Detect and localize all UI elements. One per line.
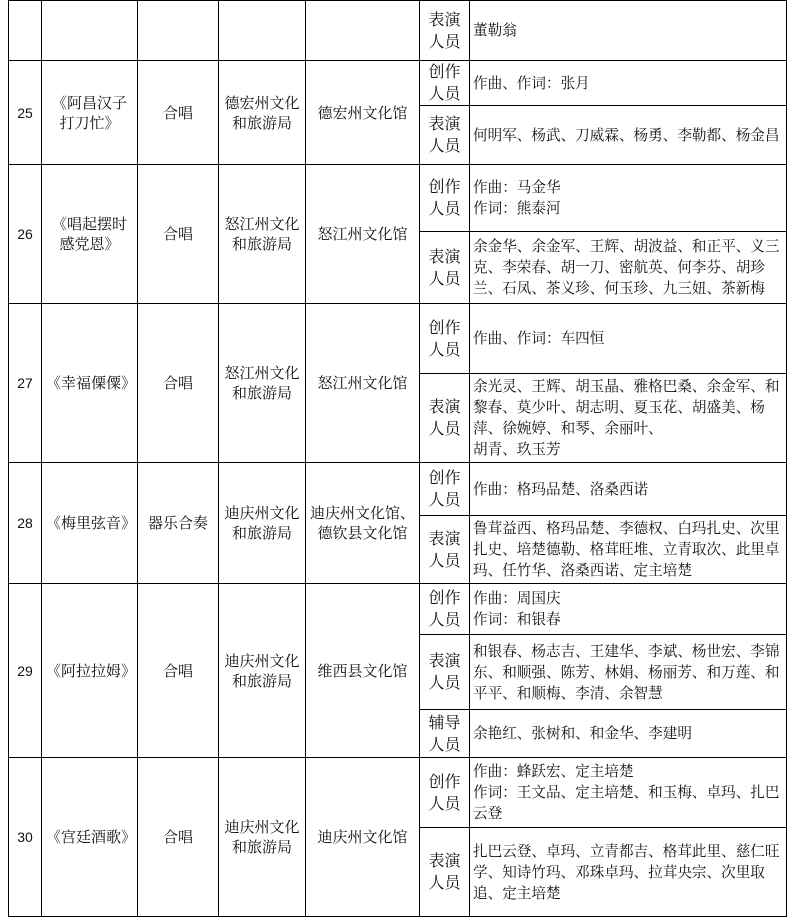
personnel-line: 作曲、作词：张月 <box>473 74 590 92</box>
entry-number: 27 <box>9 304 42 463</box>
personnel-line: 余艳红、张树和、和金华、李建明 <box>473 725 692 742</box>
personnel-line: 董勒翁 <box>473 22 517 39</box>
recommending-bureau: 迪庆州文化和旅游局 <box>219 463 306 584</box>
personnel-line: 作曲：周国庆 <box>473 590 561 607</box>
personnel-list <box>470 516 787 584</box>
role-label: 表演人员 <box>420 635 470 710</box>
personnel-line: 作词：和银春 <box>473 611 561 628</box>
role-label: 表演人员 <box>420 828 470 917</box>
performance-form: 合唱 <box>138 758 219 917</box>
personnel-line: 余金华、余金军、王辉、胡波益、和正平、义三克、李荣春、胡一刀、密航英、何李芬、胡珍兰、石凤、茶义珍、何玉珍、九三妞、茶新梅 <box>473 238 780 297</box>
table-row <box>9 758 787 828</box>
personnel-line: 余光灵、王辉、胡玉晶、雅格巴桑、余金军、和黎春、莫少叶、胡志明、夏玉花、胡盛美、杨萍、徐婉婷、和琴、余丽叶、 <box>473 378 780 437</box>
personnel-line: 胡青、玖玉芳 <box>473 441 561 458</box>
role-label: 辅导人员 <box>420 710 470 758</box>
performance-form: 合唱 <box>138 584 219 758</box>
performance-form: 器乐合奏 <box>138 463 219 584</box>
performing-unit: 怒江州文化馆 <box>306 304 420 463</box>
personnel-list <box>470 758 787 828</box>
performing-unit: 迪庆州文化馆 <box>306 758 420 917</box>
table-row <box>9 61 787 106</box>
role-label: 创作人员 <box>420 165 470 232</box>
entry-number: 29 <box>9 584 42 758</box>
work-title: 《阿昌汉子打刀忙》 <box>42 61 138 165</box>
role-label: 表演人员 <box>420 232 470 304</box>
personnel-list <box>470 232 787 304</box>
recommending-bureau: 迪庆州文化和旅游局 <box>219 758 306 917</box>
personnel-list <box>470 463 787 516</box>
performing-unit <box>306 1 420 61</box>
work-title <box>42 1 138 61</box>
work-title: 《梅里弦音》 <box>42 463 138 584</box>
table-row <box>9 304 787 374</box>
performance-form <box>138 1 219 61</box>
personnel-list <box>470 61 787 106</box>
role-label: 表演人员 <box>420 516 470 584</box>
recommending-bureau: 德宏州文化和旅游局 <box>219 61 306 165</box>
role-label: 表演人员 <box>420 106 470 165</box>
performance-form: 合唱 <box>138 304 219 463</box>
recommending-bureau <box>219 1 306 61</box>
personnel-list <box>470 635 787 710</box>
personnel-line: 作曲、作词：车四恒 <box>473 330 605 347</box>
personnel-line: 作词：王文品、定主培楚、和玉梅、卓玛、扎巴云登 <box>473 784 780 822</box>
entry-number: 30 <box>9 758 42 917</box>
personnel-list <box>470 106 787 165</box>
table-row <box>9 584 787 635</box>
personnel-line: 扎巴云登、卓玛、立青都吉、格茸此里、慈仁旺学、知诗竹玛、邓珠卓玛、拉茸央宗、次里取追、定主培楚 <box>473 842 780 902</box>
performing-unit: 怒江州文化馆 <box>306 165 420 304</box>
role-label: 创作人员 <box>420 61 470 106</box>
personnel-list <box>470 828 787 917</box>
performance-form: 合唱 <box>138 165 219 304</box>
personnel-line: 作曲：格玛品楚、洛桑西诺 <box>473 480 649 498</box>
performing-unit: 迪庆州文化馆、德钦县文化馆 <box>306 463 420 584</box>
performing-unit: 德宏州文化馆 <box>306 61 420 165</box>
personnel-line: 鲁茸益西、格玛品楚、李德权、白玛扎史、次里扎史、培楚德勒、格茸旺堆、立青取次、此里卓玛、任竹华、洛桑西诺、定主培楚 <box>473 520 780 579</box>
performance-form: 合唱 <box>138 61 219 165</box>
personnel-line: 作词：熊泰河 <box>473 200 561 217</box>
table-body <box>9 1 787 917</box>
role-label: 创作人员 <box>420 304 470 374</box>
personnel-line: 作曲：蜂跃宏、定主培楚 <box>473 763 634 780</box>
personnel-list <box>470 304 787 374</box>
table-row <box>9 463 787 516</box>
work-title: 《幸福傈僳》 <box>42 304 138 463</box>
personnel-list <box>470 374 787 463</box>
role-label: 创作人员 <box>420 758 470 828</box>
personnel-line: 和银春、杨志吉、王建华、李斌、杨世宏、李锦东、和顺强、陈芳、林娟、杨丽芳、和万莲、和平平、和顺梅、李清、余智慧 <box>473 642 780 702</box>
personnel-line: 何明军、杨武、刀威霖、杨勇、李勒都、杨金昌 <box>473 126 780 144</box>
entry-number: 25 <box>9 61 42 165</box>
personnel-list <box>470 584 787 635</box>
personnel-list <box>470 165 787 232</box>
role-label: 创作人员 <box>420 584 470 635</box>
personnel-line: 作曲：马金华 <box>473 179 561 196</box>
recommending-bureau: 迪庆州文化和旅游局 <box>219 584 306 758</box>
recommending-bureau: 怒江州文化和旅游局 <box>219 304 306 463</box>
role-label: 表演人员 <box>420 374 470 463</box>
personnel-list <box>470 710 787 758</box>
awards-table <box>8 0 787 917</box>
work-title: 《唱起摆时感党恩》 <box>42 165 138 304</box>
recommending-bureau: 怒江州文化和旅游局 <box>219 165 306 304</box>
performing-unit: 维西县文化馆 <box>306 584 420 758</box>
personnel-list <box>470 1 787 61</box>
table-row <box>9 165 787 232</box>
work-title: 《宫廷酒歌》 <box>42 758 138 917</box>
role-label: 表演人员 <box>420 1 470 61</box>
entry-number <box>9 1 42 61</box>
table-row <box>9 1 787 61</box>
work-title: 《阿拉拉姆》 <box>42 584 138 758</box>
entry-number: 28 <box>9 463 42 584</box>
entry-number: 26 <box>9 165 42 304</box>
role-label: 创作人员 <box>420 463 470 516</box>
